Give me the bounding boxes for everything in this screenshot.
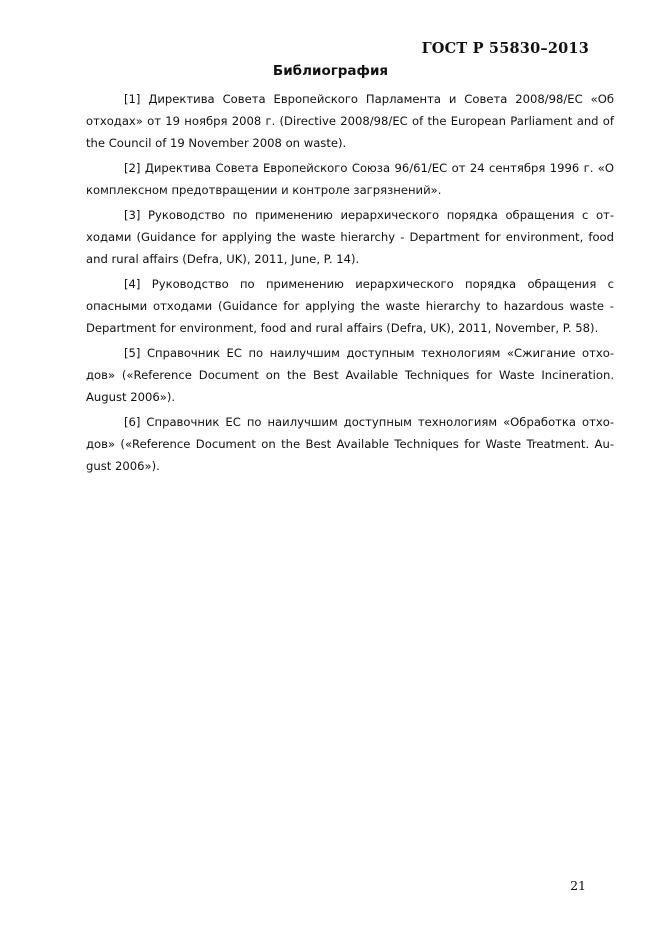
standard-code: ГОСТ Р 55830–2013 (421, 40, 589, 57)
bibliography-item: [6] Справочник ЕС по наилучшим доступным технологиям «Обработка отходов» («Reference Document on the Best Available Techniques for Waste Treatment. August 2006»). (86, 414, 614, 474)
bibliography-title: Библиография (272, 63, 389, 79)
bibliography-list (86, 88, 614, 480)
bibliography-item: [2] Директива Совета Европейского Союза 96/61/ЕС от 24 сентября 1996 г. «О комплексном предотвращении и контроле загрязнений». (86, 161, 614, 198)
bibliography-item: [5] Справочник ЕС по наилучшим доступным технологиям «Сжигание отходов» («Reference Document on the Best Available Techniques for Waste Incineration. August 2006»). (86, 345, 614, 405)
page-number: 21 (570, 878, 586, 893)
bibliography-item: [1] Директива Совета Европейского Парламента и Совета 2008/98/ЕС «Об отходах» от 19 ноября 2008 г. (Directive 2008/98/EC of the European Parliament and of the Council of 19 November 2008 on waste). (86, 92, 614, 151)
bibliography-item: [3] Руководство по применению иерархического порядка обращения с отходами (Guidance for applying the waste hierarchy - Department for environment, food and rural affairs (Defra, UK), 2011, June, P. 14). (86, 207, 614, 267)
bibliography-item: [4] Руководство по применению иерархического порядка обращения с опасными отходами (Guidance for applying the waste hierarchy to hazardous waste - Department for environment, food and rural affairs (Defra, UK), 2011, November, P. 58). (86, 276, 614, 336)
